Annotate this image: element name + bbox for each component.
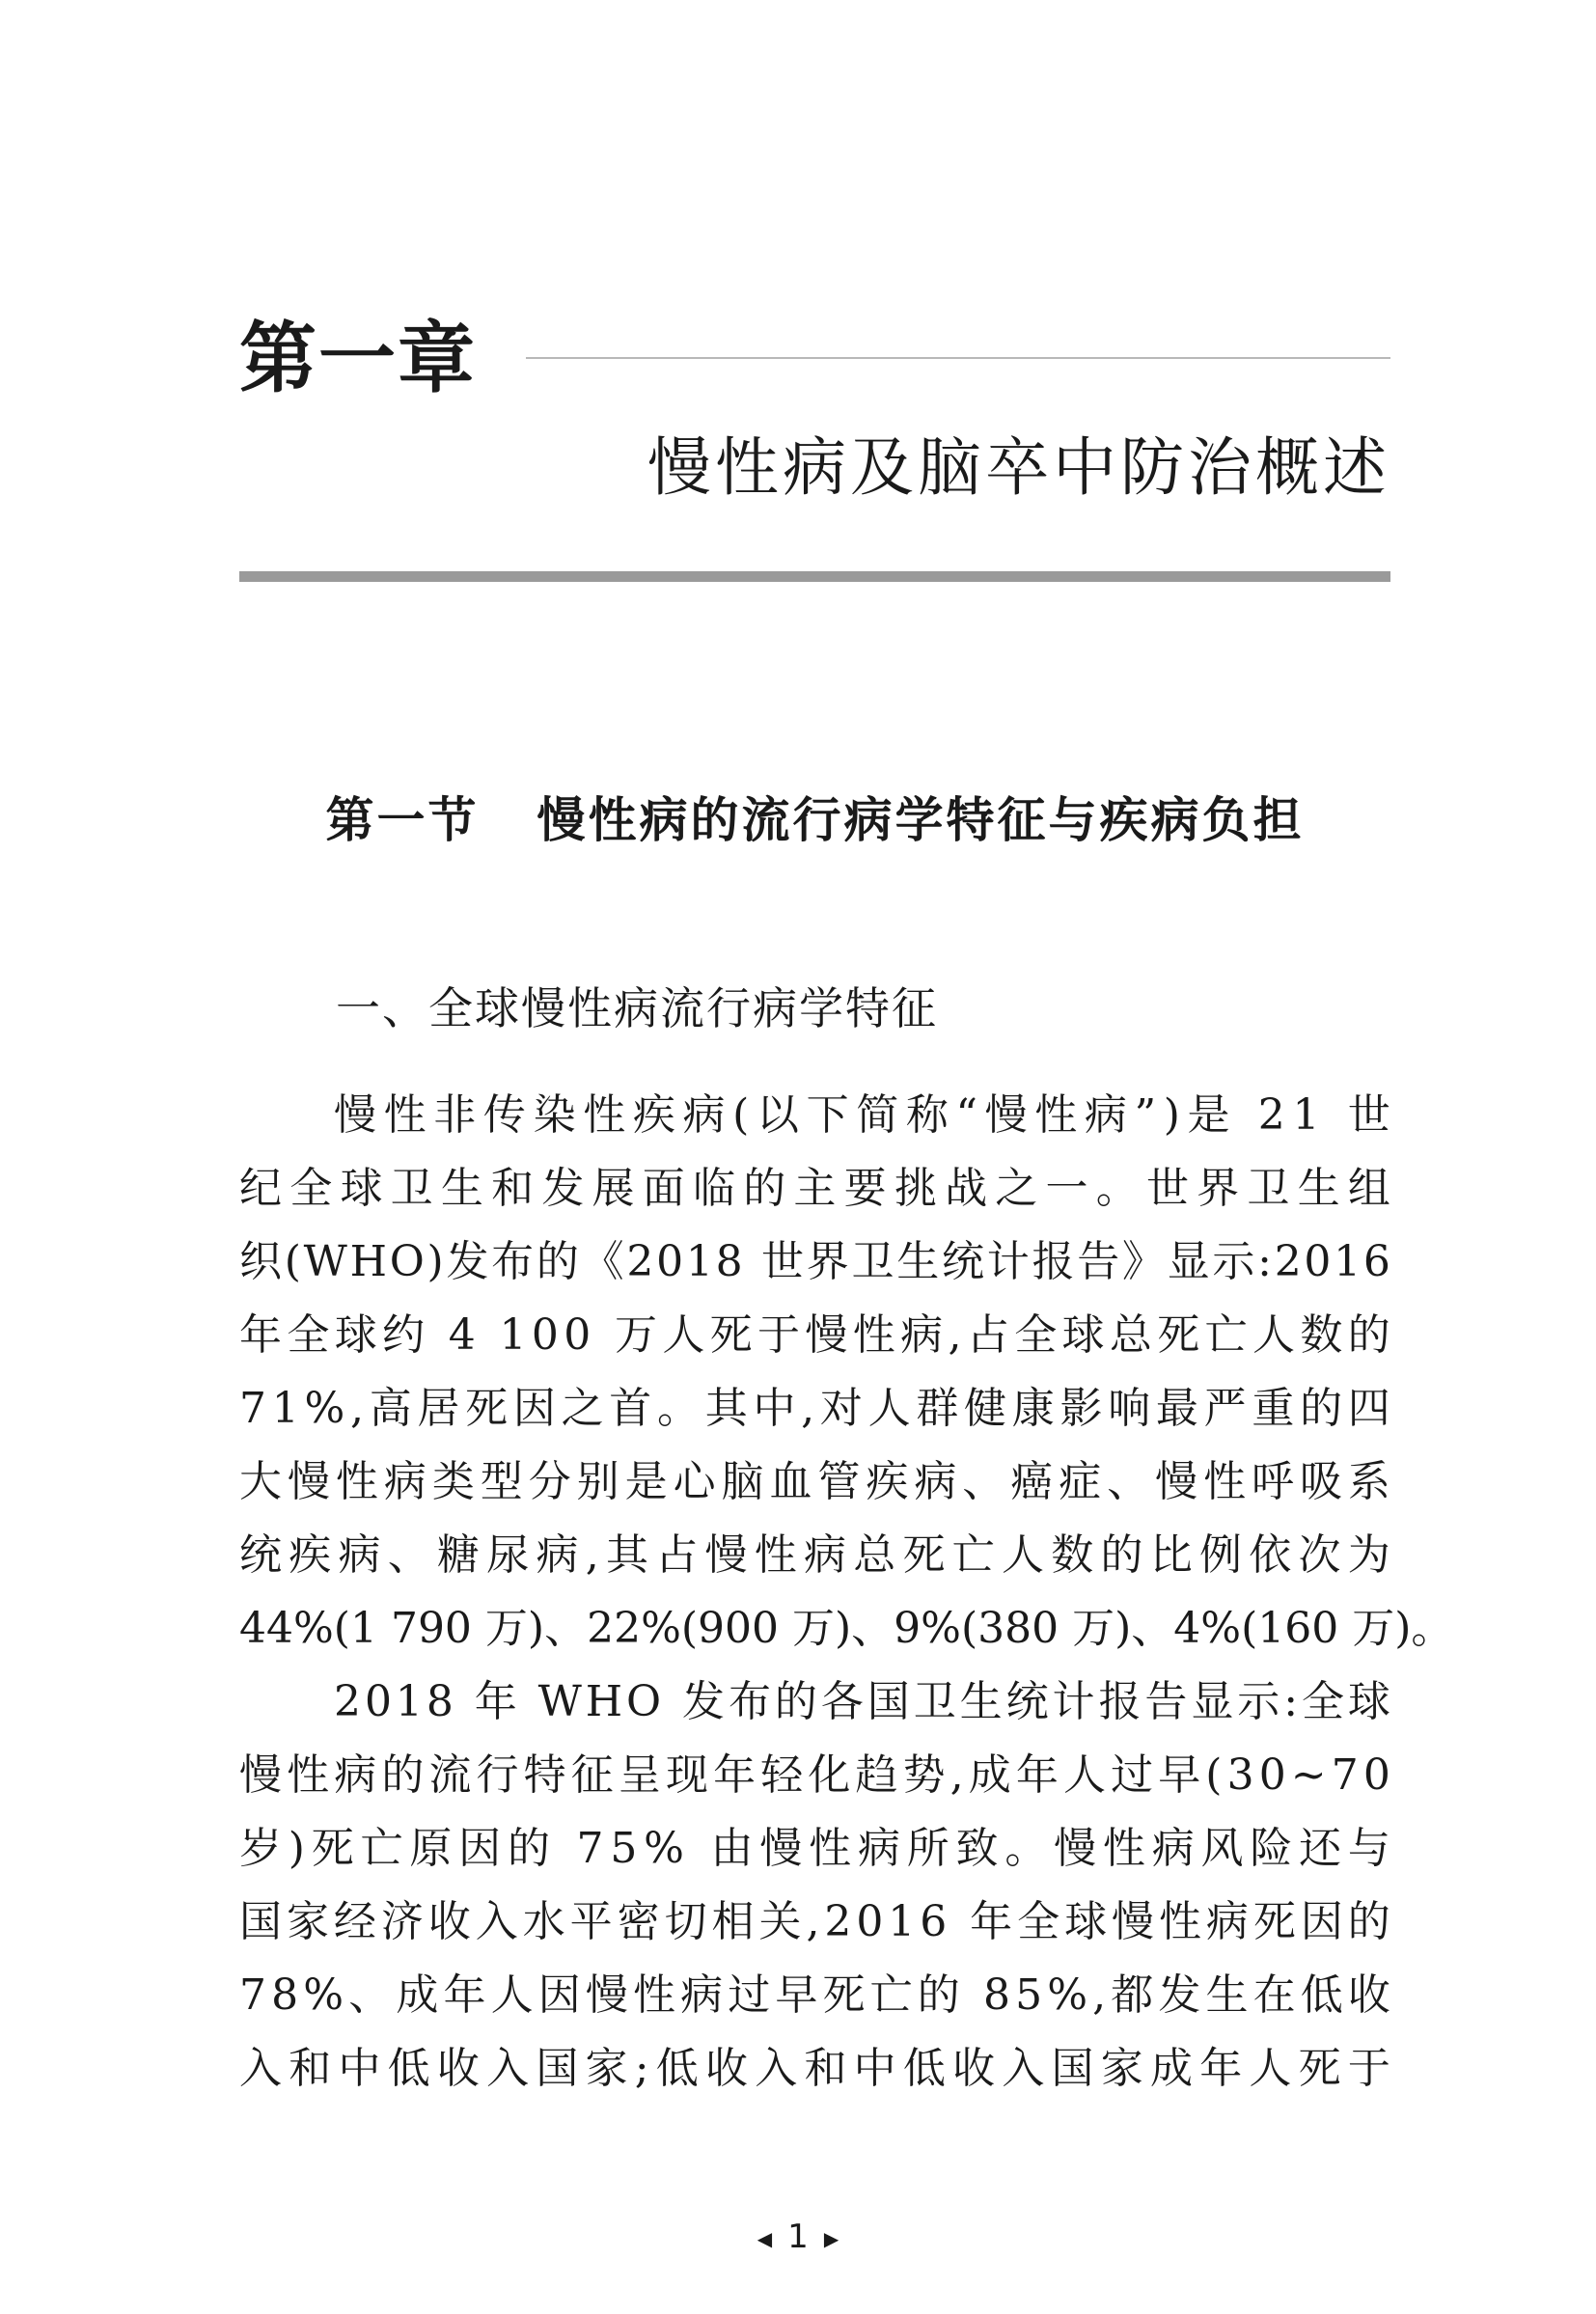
chapter-thick-rule xyxy=(239,571,1390,582)
body-text xyxy=(239,1079,1454,2106)
chapter-thin-rule xyxy=(526,357,1390,359)
subsection-title: 一、全球慢性病流行病学特征 xyxy=(336,982,938,1034)
chapter-title: 慢性病及脑卒中防治概述 xyxy=(647,430,1390,505)
text-line: 2 0 1 8 年 W H O 发 布 的 各 国 卫 生 统 计 报 告 显 示 : 全 球 xyxy=(334,1677,1390,1726)
text-line: 7 8 % 、 成 年 人 因 慢 性 病 过 早 死 亡 的 8 5 % , 都 发 生 在 低 收 xyxy=(239,1970,1390,2020)
page-number-value: 1 xyxy=(787,2218,809,2256)
section-number: 第一节 xyxy=(325,791,480,848)
paragraph-1 xyxy=(239,1079,1454,1666)
text-line: 慢 性 病 的 流 行 特 征 呈 现 年 轻 化 趋 势 , 成 年 人 过 早 ( 3 0 ~ 7 0 xyxy=(239,1750,1390,1800)
text-line: 慢 性 非 传 染 性 疾 病 ( 以 下 简 称 “ 慢 性 病 ” ) 是 2 1 世 xyxy=(334,1090,1390,1140)
text-line: 织 ( W H O ) 发 布 的 《 2 0 1 8 世 界 卫 生 统 计 报 告 》 显 示 : 2 0 1 6 xyxy=(239,1237,1390,1286)
text-line: 44%(1 790 万)、22%(900 万)、9%(380 万)、4%(160 万)。 xyxy=(239,1604,1454,1653)
page-number xyxy=(0,2208,1596,2268)
text-line: 国 家 经 济 收 入 水 平 密 切 相 关 , 2 0 1 6 年 全 球 慢 性 病 死 因 的 xyxy=(239,1897,1390,1946)
text-line: 岁 ) 死 亡 原 因 的 7 5 % 由 慢 性 病 所 致 。 慢 性 病 风 险 还 与 xyxy=(239,1824,1390,1873)
text-line: 纪 全 球 卫 生 和 发 展 面 临 的 主 要 挑 战 之 一 。 世 界 卫 生 组 xyxy=(239,1164,1390,1213)
text-line: 入 和 中 低 收 入 国 家 ; 低 收 入 和 中 低 收 入 国 家 成 年 人 死 于 xyxy=(239,2044,1390,2093)
paragraph-2 xyxy=(239,1666,1390,2106)
right-triangle-icon: ▶ xyxy=(823,2226,839,2250)
left-triangle-icon: ◀ xyxy=(757,2226,773,2250)
section-title: 慢性病的流行病学特征与疾病负担 xyxy=(537,791,1305,848)
text-line: 大 慢 性 病 类 型 分 别 是 心 脑 血 管 疾 病 、 癌 症 、 慢 性 呼 吸 系 xyxy=(239,1457,1390,1506)
text-line: 年 全 球 约 4 1 0 0 万 人 死 于 慢 性 病 , 占 全 球 总 死 亡 人 数 的 xyxy=(239,1310,1390,1360)
text-line: 7 1 % , 高 居 死 因 之 首 。 其 中 , 对 人 群 健 康 影 响 最 严 重 的 四 xyxy=(239,1384,1390,1433)
chapter-label: 第一章 xyxy=(239,314,477,403)
text-line: 统 疾 病 、 糖 尿 病 , 其 占 慢 性 病 总 死 亡 人 数 的 比 例 依 次 为 xyxy=(239,1530,1390,1580)
section-heading xyxy=(239,782,1390,859)
